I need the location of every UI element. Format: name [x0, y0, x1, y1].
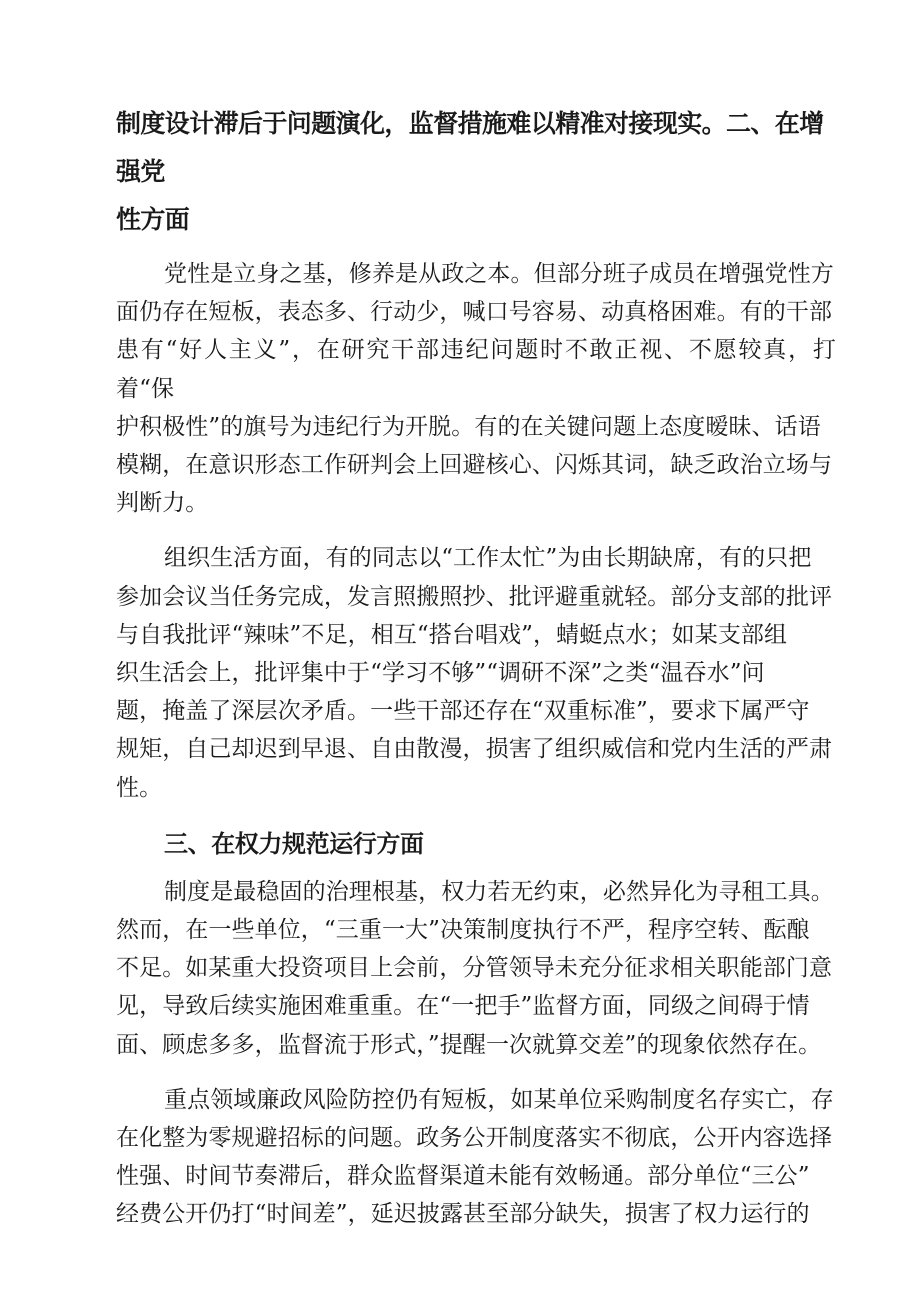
text-line: 党性是立身之基，修养是从政之本。但部分班子成员在增强党性方	[164, 261, 834, 287]
continuation-heading-line-1: 制度设计滞后于问题演化，监督措施难以精准对接现实。二、在增强党	[116, 109, 824, 186]
section-title-power-operation: 三、在权力规范运行方面	[164, 829, 424, 858]
text-line: 制度是最稳固的治理根基，权力若无约束，必然异化为寻租工具。	[164, 878, 834, 905]
text-line: 模糊，在意识形态工作研判会上回避核心、闪烁其词，缺乏政治立场与	[116, 452, 833, 479]
text-line: 护积极性”的旗号为违纪行为开脱。有的在关键问题上态度暧昧、话语	[116, 413, 821, 440]
paragraph-institution	[116, 873, 836, 1064]
text-line: 经费公开仍打“时间差”，延迟披露甚至部分缺失，损害了权力运行的	[116, 1201, 810, 1228]
continuation-heading-line-2: 性方面	[116, 205, 190, 234]
text-line: 然而，在一些单位，“三重一大”决策制度执行不严，程序空转、酝酿	[116, 917, 810, 944]
text-line: 织生活会上，批评集中于“学习不够”“调研不深”之类“温吞水”问	[116, 660, 765, 687]
text-line: 在化整为零规避招标的问题。政务公开制度落实不彻底，公开内容选择	[116, 1125, 833, 1152]
paragraph-party-spirit	[116, 255, 836, 522]
text-line: 面仍存在短板，表态多、行动少，喊口号容易、动真格困难。有的干部	[116, 299, 833, 326]
text-line: 性强、时间节奏滞后，群众监督渠道未能有效畅通。部分单位“三公”	[116, 1163, 810, 1190]
text-line: 见，导致后续实施困难重重。在“一把手”监督方面，同级之间碍于情	[116, 993, 810, 1020]
text-line: 参加会议当任务完成，发言照搬照抄、批评避重就轻。部分支部的批评	[116, 583, 833, 610]
text-line: 与自我批评“辣味”不足，相互“搭台唱戏”，蜻蜓点水；如某支部组	[116, 621, 788, 648]
text-line: 题，掩盖了深层次矛盾。一些干部还存在“双重标准”，要求下属严守	[116, 698, 810, 725]
text-line: 性。	[116, 774, 163, 801]
text-line: 规矩，自己却迟到早退、自由散漫，损害了组织威信和党内生活的严肃	[116, 736, 833, 763]
text-line: 组织生活方面，有的同志以“工作太忙”为由长期缺席，有的只把	[164, 545, 812, 572]
text-line: 判断力。	[116, 490, 209, 517]
paragraph-organizational-life	[116, 539, 836, 806]
paragraph-risk-control	[116, 1081, 836, 1234]
text-line: 重点领域廉政风险防控仍有短板，如某单位采购制度名存实亡，存	[164, 1086, 834, 1113]
text-line: 患有“好人主义”，在研究干部违纪问题时不敢正视、不愿较真，打着“保	[116, 337, 836, 402]
text-line: 不足。如某重大投资项目上会前，分管领导未充分征求相关职能部门意	[116, 955, 833, 982]
text-line: 面、顾虑多多，监督流于形式，”提醒一次就算交差”的现象依然存在。	[116, 1031, 822, 1058]
document-page	[116, 100, 836, 1234]
